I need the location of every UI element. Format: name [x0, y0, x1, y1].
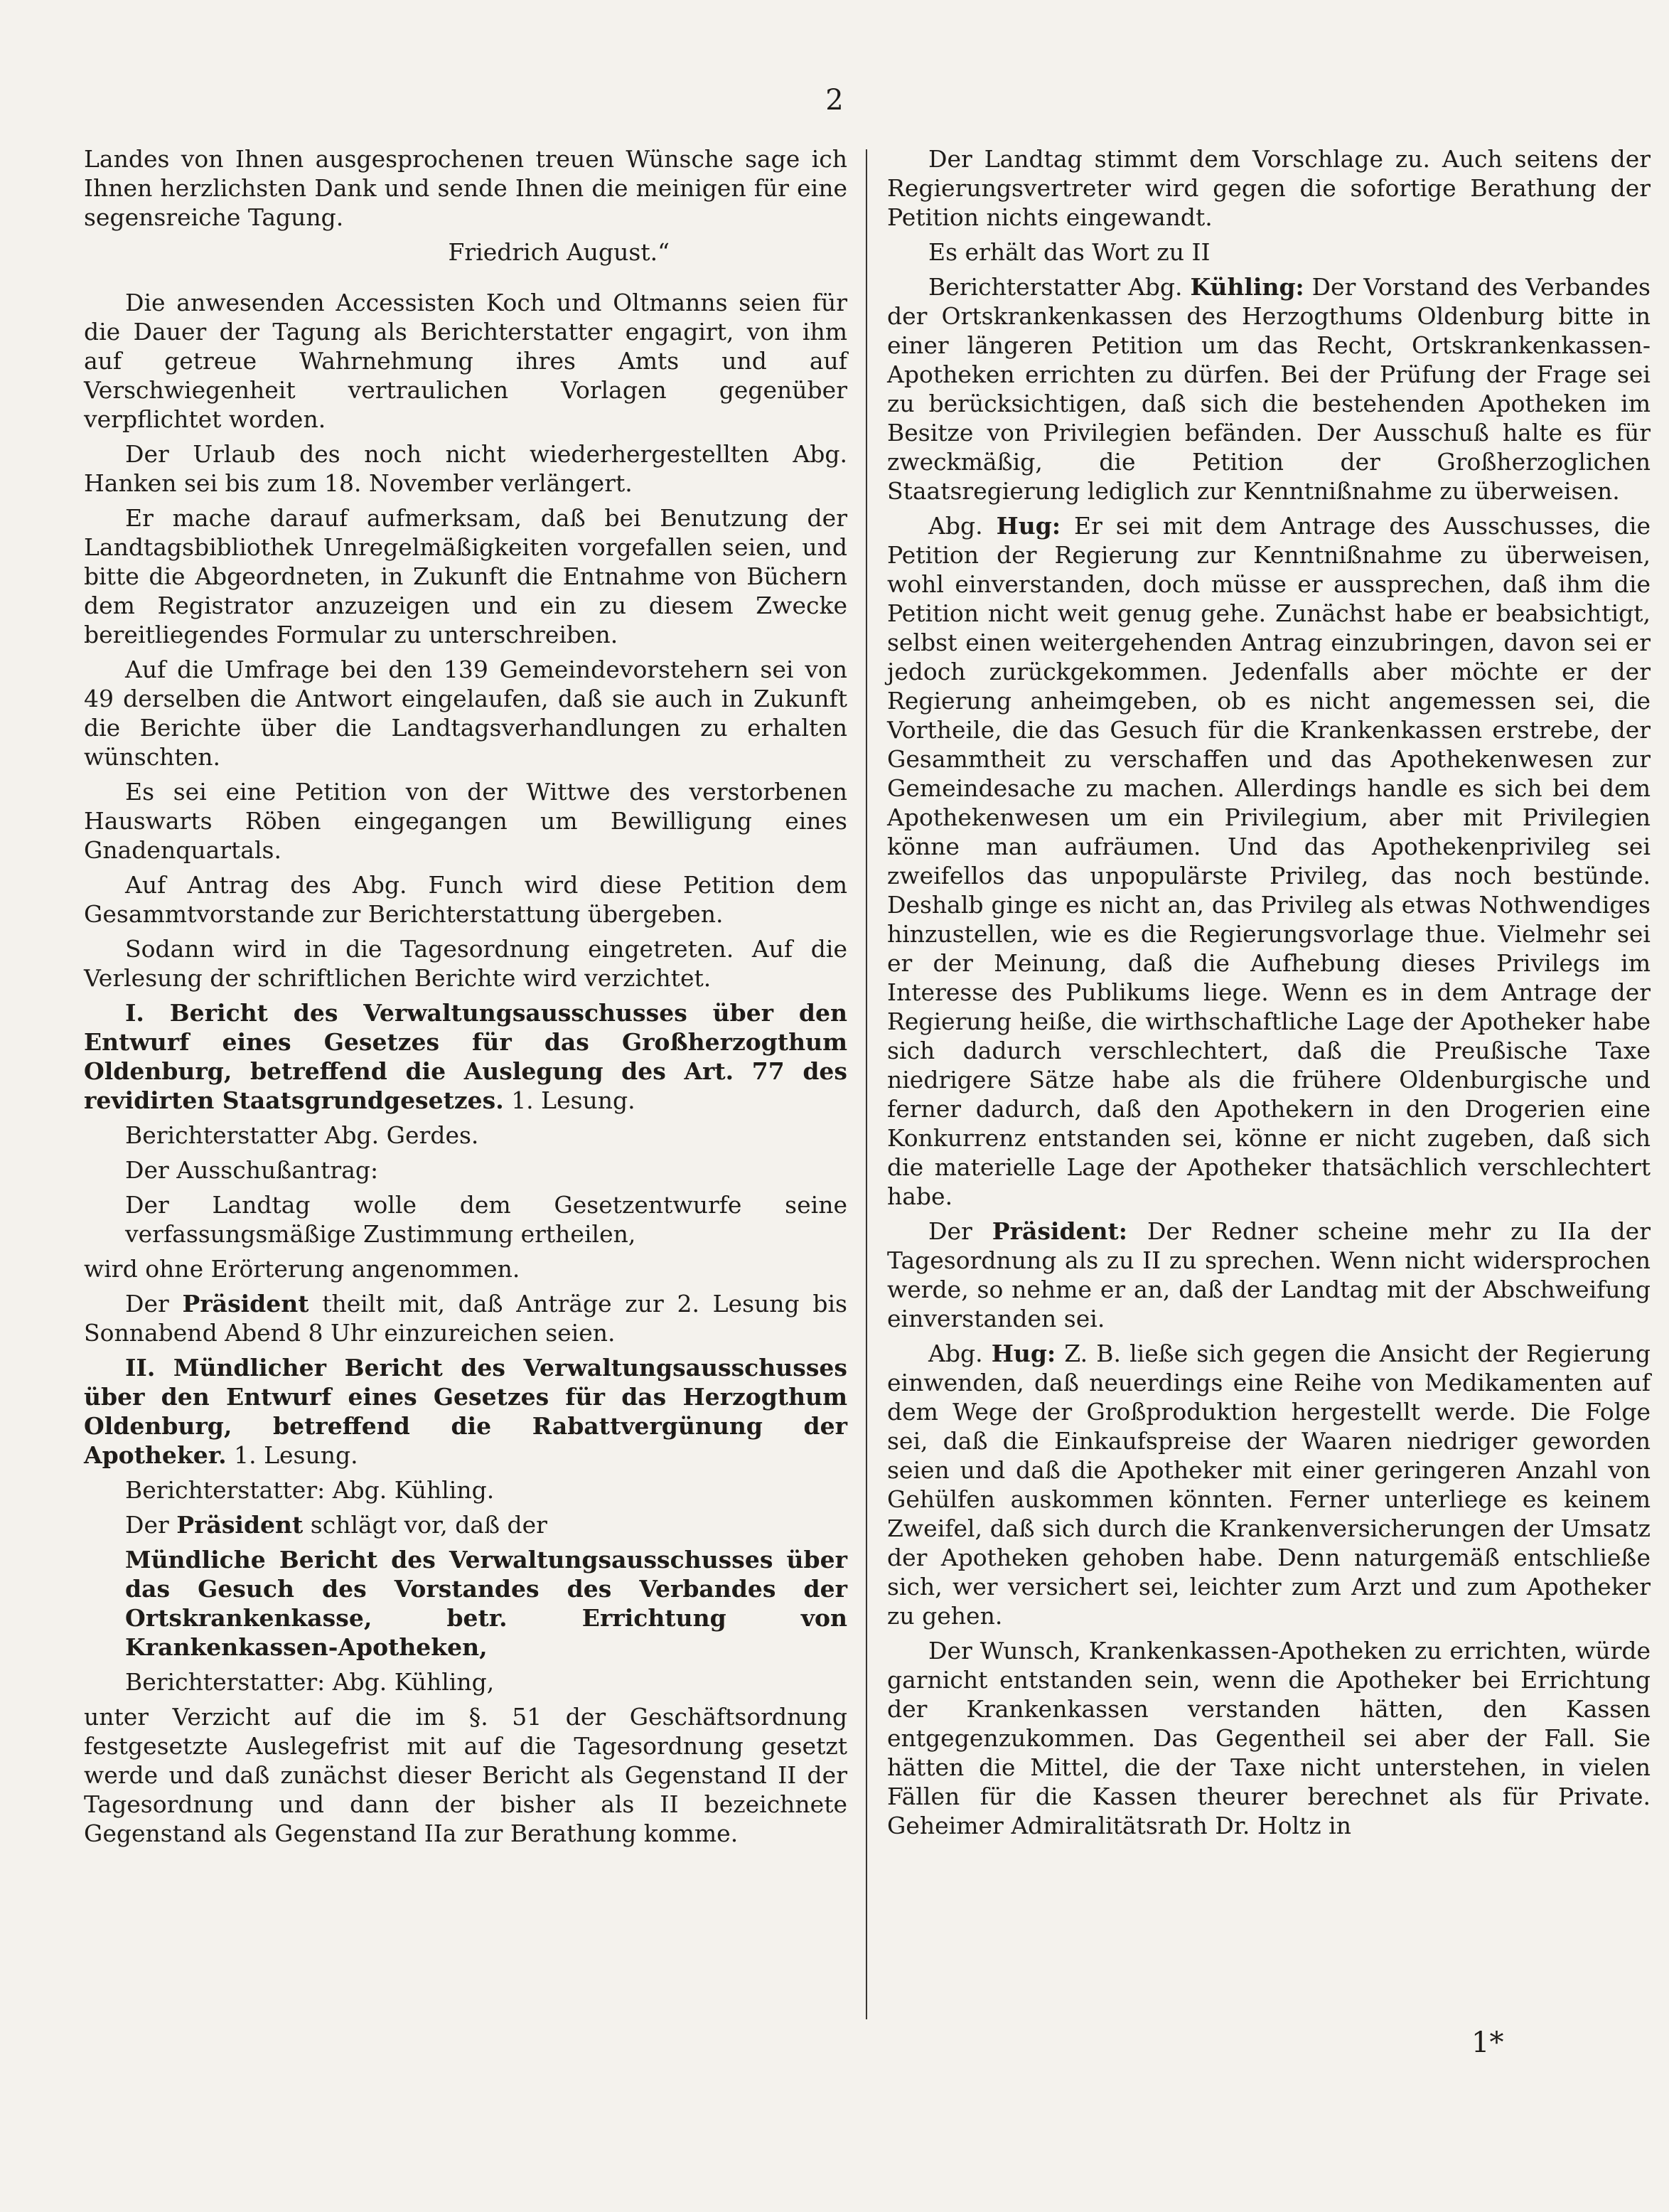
- text-der: Der: [125, 1511, 169, 1539]
- speaker-kuehling: Kühling:: [1190, 273, 1304, 301]
- paragraph-motion-text: Der Landtag wolle dem Gesetzentwurfe seine verfassungsmäßige Zustimmung ertheilen,: [125, 1191, 847, 1248]
- text-president-proposal: schlägt vor, daß der: [310, 1511, 547, 1539]
- speaker-president: Präsident: [182, 1290, 309, 1318]
- speaker-hug: Hug:: [996, 512, 1061, 540]
- paragraph-rapporteur-gerdes: Berichterstatter Abg. Gerdes.: [125, 1121, 479, 1149]
- paragraph-accessists: Die anwesenden Accessisten Koch und Oltmanns seien für die Dauer der Tagung als Berichterstatter engagirt, von ihm auf getreue Wahrnehmung ihres Amts und auf Verschwiegenheit vertraulichen Vorlagen gegenüber verpflichtet worden.: [84, 289, 847, 433]
- section-heading-2-title: II. Mündlicher Bericht des Verwaltungsausschusses über den Entwurf eines Gesetzes für das Herzogthum Oldenburg, betreffend die Rabattvergünung der Apotheker.: [84, 1354, 847, 1469]
- right-column: [887, 144, 1651, 1846]
- paragraph-petition-transfer: Auf Antrag des Abg. Funch wird diese Petition dem Gesammtvorstande zur Berichterstattung übergeben.: [84, 871, 847, 928]
- paragraph-hug-speech-2: [887, 1339, 1651, 1630]
- paragraph-closing-wishes: Landes von Ihnen ausgesprochenen treuen Wünsche sage ich Ihnen herzlichsten Dank und sende Ihnen die meinigen für eine segensreiche Tagung.: [84, 145, 847, 231]
- paragraph-petition-roeben: Es sei eine Petition von der Wittwe des verstorbenen Hauswarts Röben eingegangen um Bewilligung eines Gnadenquartals.: [84, 778, 847, 864]
- speaker-president: Präsident: [176, 1511, 304, 1539]
- section-heading-2: [84, 1353, 847, 1470]
- speaker-president: Präsident:: [992, 1217, 1127, 1245]
- paragraph-president-proposal: [84, 1510, 847, 1539]
- paragraph-rapporteur-kuehling-2: Berichterstatter: Abg. Kühling,: [125, 1668, 495, 1696]
- paragraph-oral-report-title: [84, 1545, 847, 1662]
- oral-report-title: Mündliche Bericht des Verwaltungsausschusses über das Gesuch des Vorstandes des Verbandes der Ortskrankenkasse, betr. Errichtung von Krankenkassen-Apotheken,: [125, 1546, 847, 1661]
- paragraph-leave-hanken: Der Urlaub des noch nicht wiederhergestellten Abg. Hanken sei bis zum 18. November verlängert.: [84, 440, 847, 497]
- paragraph-landtag-agrees: Der Landtag stimmt dem Vorschlage zu. Auch seitens der Regierungsvertreter wird gegen die sofortige Berathung der Petition nichts eingewandt.: [887, 145, 1651, 231]
- text-kuehling-speech: Der Vorstand des Verbandes der Ortskrankenkassen des Herzogthums Oldenburg bitte in einer längeren Petition um das Recht, Ortskrankenkassen-Apotheken errichten zu dürfen. Bei der Prüfung der Frage sei zu berücksichtigen, daß sich die bestehenden Apotheken im Besitze von Privilegien befänden. Der Ausschuß halte es für zweckmäßig, die Petition der Großherzoglichen Staatsregierung lediglich zur Kenntnißnahme zu überweisen.: [887, 273, 1651, 505]
- paragraph-president-remark: [887, 1217, 1651, 1333]
- paragraph-president-announce: [84, 1289, 847, 1347]
- paragraph-rapporteur-kuehling: Berichterstatter: Abg. Kühling.: [125, 1476, 495, 1504]
- text-der: Der: [928, 1217, 972, 1245]
- text-abg: Abg.: [928, 1340, 983, 1367]
- paragraph-kuehling-speech: [887, 272, 1651, 506]
- paragraph-library: Er mache darauf aufmerksam, daß bei Benutzung der Landtagsbibliothek Unregelmäßigkeiten vorgefallen seien, und bitte die Abgeordneten, in Zukunft die Entnahme von Büchern dem Registrator anzuzeigen und ein zu diesem Zwecke bereitliegendes Formular zu unterschreiben.: [84, 504, 847, 648]
- section-heading-1: [84, 998, 847, 1115]
- paragraph-agenda: Sodann wird in die Tagesordnung eingetreten. Auf die Verlesung der schriftlichen Berichte wird verzichtet.: [84, 935, 847, 992]
- text-hug-speech-1: Er sei mit dem Antrage des Ausschusses, die Petition der Regierung zur Kenntnißnahme zu überweisen, wohl einverstanden, doch müsse er aussprechen, daß ihm die Petition nicht weit genug gehe. Zunächst habe er beabsichtigt, selbst einen weitergehenden Antrag einzubringen, davon sei er jedoch zurückgekommen. Jedenfalls aber möchte er der Regierung anheimgeben, ob es nicht angemessen sei, die Vortheile, die das Gesuch für die Krankenkassen erstrebe, der Gesammtheit zu verschaffen und das Apothekenwesen zur Gemeindesache zu machen. Allerdings handle es sich bei dem Apothekenwesen um ein Privilegium, aber mit Privilegien könne man aufräumen. Und das Apothekenprivileg sei zweifellos das unpopulärste Privileg, das noch bestünde. Deshalb ginge es nicht an, das Privileg als etwas Nothwendiges hinzustellen, wie es die Regierungsvorlage thue. Vielmehr sei er der Meinung, daß die Aufhebung dieses Privilegs im Interesse des Publikums liege. Wenn es in dem Antrage der Regierung heiße, die wirthschaftliche Lage der Apotheker habe sich dadurch verschlechtert, daß die Preußische Taxe niedrigere Sätze habe als die frühere Oldenburgische und ferner dadurch, daß den Apothekern in den Drogerien eine Konkurrenz entstanden sei, könne er nicht zugeben, daß sich die materielle Lage der Apotheker thatsächlich verschlechtert habe.: [887, 512, 1651, 1210]
- text-der: Der: [125, 1290, 169, 1318]
- text-rapporteur: Berichterstatter Abg.: [928, 273, 1183, 301]
- section-heading-2-reading: 1. Lesung.: [234, 1441, 358, 1469]
- column-divider: [866, 149, 867, 2019]
- section-heading-1-reading: 1. Lesung.: [511, 1086, 635, 1114]
- signature-mark: 1*: [1471, 2026, 1504, 2059]
- paragraph-survey: Auf die Umfrage bei den 139 Gemeindevorstehern sei von 49 derselben die Antwort eingelaufen, daß sie auch in Zukunft die Berichte über die Landtagsverhandlungen zu erhalten wünschten.: [84, 656, 847, 771]
- paragraph-hug-speech-1: [887, 511, 1651, 1211]
- paragraph-wish-pharmacies: Der Wunsch, Krankenkassen-Apotheken zu errichten, würde garnicht entstanden sein, wenn die Apotheker bei Errichtung der Krankenkassen verstanden hätten, den Kassen entgegenzukommen. Das Gegentheil sei aber der Fall. Sie hätten die Mittel, die der Taxe nicht unterstehen, in vielen Fällen für die Kassen theurer berechnet als für Private. Geheimer Admiralitätsrath Dr. Holtz in: [887, 1637, 1651, 1839]
- text-abg: Abg.: [928, 512, 983, 540]
- paragraph-floor-to-ii: Es erhält das Wort zu II: [928, 238, 1211, 266]
- left-column: [84, 144, 847, 1854]
- speaker-hug: Hug:: [991, 1340, 1056, 1367]
- page-number: 2: [825, 84, 844, 117]
- paragraph-committee-motion: Der Ausschußantrag:: [125, 1156, 379, 1184]
- text-president-remark: Der Redner scheine mehr zu IIa der Tagesordnung als zu II zu sprechen. Wenn nicht widersprochen werde, so nehme er an, daß der Landtag mit der Abschweifung einverstanden sei.: [887, 1217, 1651, 1332]
- paragraph-waiver: unter Verzicht auf die im §. 51 der Geschäftsordnung festgesetzte Auslegefrist mit auf die Tagesordnung gesetzt werde und daß zunächst dieser Bericht als Gegenstand II der Tagesordnung und dann der bisher als II bezeichnete Gegenstand als Gegenstand IIa zur Berathung komme.: [84, 1703, 847, 1847]
- paragraph-adopted: wird ohne Erörterung angenommen.: [84, 1255, 520, 1283]
- signature-friedrich-august: Friedrich August.“: [448, 238, 670, 266]
- text-president-announce: theilt mit, daß Anträge zur 2. Lesung bis Sonnabend Abend 8 Uhr einzureichen seien.: [84, 1290, 847, 1347]
- section-heading-1-title: I. Bericht des Verwaltungsausschusses über den Entwurf eines Gesetzes für das Großherzogthum Oldenburg, betreffend die Auslegung des Art. 77 des revidirten Staatsgrundgesetzes.: [84, 999, 847, 1114]
- text-hug-speech-2: Z. B. ließe sich gegen die Ansicht der Regierung einwenden, daß neuerdings eine Reihe von Medikamenten auf dem Wege der Großproduktion hergestellt werde. Die Folge sei, daß die Einkaufspreise der Waaren niedriger geworden seien und daß die Apotheker mit einer geringeren Anzahl von Gehülfen auskommen könnten. Ferner unterliege es keinem Zweifel, daß sich durch die Krankenversicherungen der Umsatz der Apotheken gehoben habe. Denn naturgemäß entschließe sich, wer versichert sei, leichter zum Arzt und zum Apotheker zu gehen.: [887, 1340, 1651, 1630]
